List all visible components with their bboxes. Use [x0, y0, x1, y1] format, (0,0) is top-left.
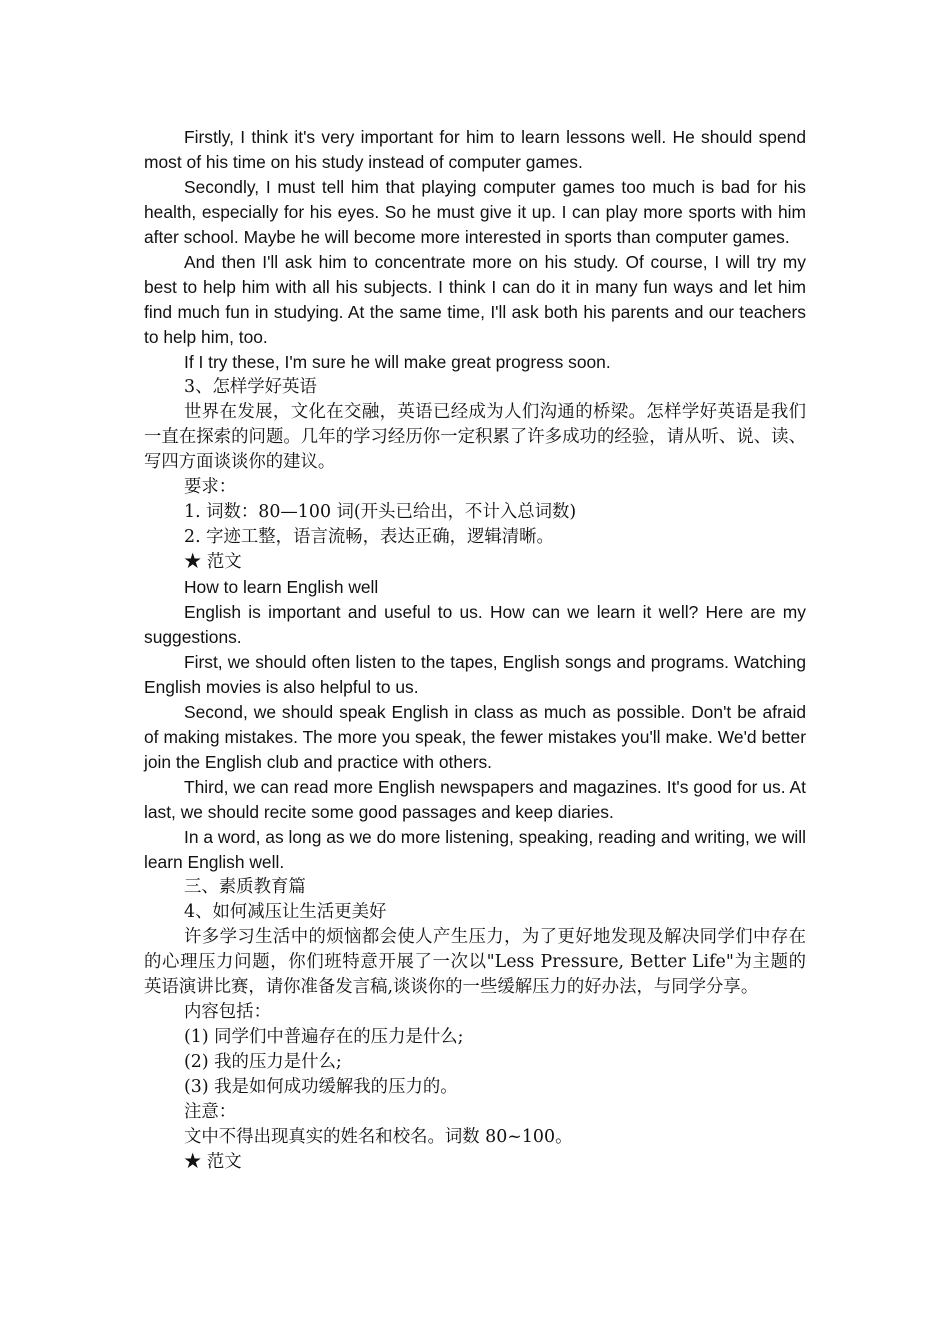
essay-paragraph-conclusion: In a word, as long as we do more listening, speaking, reading and writing, we will learn English well. [144, 827, 806, 872]
prompt-paragraph-4: 许多学习生活中的烦恼都会使人产生压力，为了更好地发现及解决同学们中存在的心理压力问题，你们班特意开展了一次以"Less Pressure, Better Life"为主题的英语演讲比赛，请你准备发言稿,谈谈你的一些缓解压力的好办法，与同学分享。 [144, 927, 806, 997]
requirement-item-2: 2. 字迹工整，语言流畅，表达正确，逻辑清晰。 [184, 527, 554, 547]
essay-paragraph-intro: English is important and useful to us. How can we learn it well? Here are my suggestions. [144, 602, 806, 647]
document-page [144, 125, 806, 1175]
essay-paragraph-second: Second, we should speak English in class as much as possible. Don't be afraid of making mistakes. The more you speak, the fewer mistakes you'll make. We'd better join the English club and practice with others. [144, 702, 806, 772]
paragraph-secondly: Secondly, I must tell him that playing computer games too much is bad for his health, especially for his eyes. So he must give it up. I can play more sports with him after school. Maybe he will become more interested in sports than computer games. [144, 177, 806, 247]
paragraph-firstly: Firstly, I think it's very important for him to learn lessons well. He should spend most of his time on his study instead of computer games. [144, 127, 806, 172]
prompt-paragraph-3: 世界在发展，文化在交融，英语已经成为人们沟通的桥梁。怎样学好英语是我们一直在探索的问题。几年的学习经历你一定积累了许多成功的经验，请从听、说、读、写四方面谈谈你的建议。 [144, 402, 806, 472]
content-item-1: (1) 同学们中普遍存在的压力是什么; [184, 1027, 464, 1047]
section-heading-4: 4、如何减压让生活更美好 [184, 902, 387, 922]
sample-essay-label: ★ 范文 [184, 552, 242, 572]
note-text: 文中不得出现真实的姓名和校名。词数 80~100。 [184, 1127, 573, 1147]
requirements-heading: 要求： [184, 477, 237, 497]
paragraph-conclusion: If I try these, I'm sure he will make great progress soon. [184, 352, 611, 372]
essay-paragraph-third: Third, we can read more English newspapers and magazines. It's good for us. At last, we should recite some good passages and keep diaries. [144, 777, 806, 822]
part-heading: 三、素质教育篇 [184, 877, 306, 897]
content-item-3: (3) 我是如何成功缓解我的压力的。 [184, 1077, 458, 1097]
essay-paragraph-first: First, we should often listen to the tapes, English songs and programs. Watching English movies is also helpful to us. [144, 652, 806, 697]
requirement-item-1: 1. 词数：80—100 词(开头已给出，不计入总词数) [184, 502, 577, 522]
note-heading: 注意： [184, 1102, 237, 1122]
section-heading-3: 3、怎样学好英语 [184, 377, 317, 397]
content-heading: 内容包括： [184, 1002, 271, 1022]
content-item-2: (2) 我的压力是什么; [184, 1052, 342, 1072]
essay-title: How to learn English well [184, 577, 379, 597]
sample-essay-label-2: ★ 范文 [184, 1152, 242, 1172]
paragraph-and-then: And then I'll ask him to concentrate more on his study. Of course, I will try my best to help him with all his subjects. I think I can do it in many fun ways and let him find much fun in studying. At the same time, I'll ask both his parents and our teachers to help him, too. [144, 252, 806, 347]
